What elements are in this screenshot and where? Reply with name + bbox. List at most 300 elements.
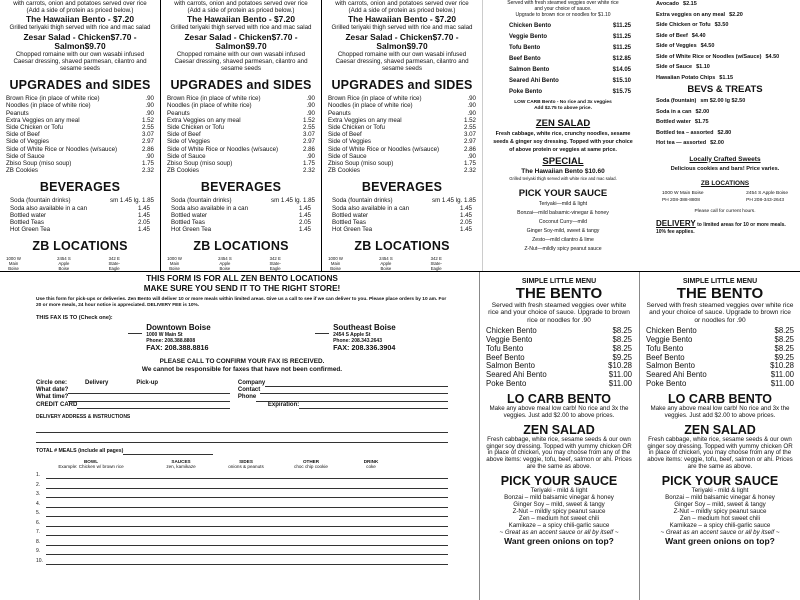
upgrades-heading: UPGRADES and SIDES bbox=[170, 78, 312, 93]
side-name: Side of Veggies bbox=[656, 43, 697, 49]
beverage-name: Hot Green Tea bbox=[332, 226, 373, 234]
zesar-salad-title: Zesar Salad - Chicken$7.70 - Salmon$9.70 bbox=[23, 31, 137, 51]
upgrade-name: Peanuts bbox=[6, 109, 29, 117]
beverage-name: Bottled water bbox=[10, 211, 47, 219]
upgrade-name: Noodles (in place of white rice) bbox=[328, 102, 413, 110]
order-row[interactable] bbox=[36, 489, 448, 499]
upgrade-name: Side of Sauce bbox=[6, 152, 45, 160]
side-name: Side of Beef bbox=[656, 32, 688, 39]
menu-intro-line: with carrots, onion and potatoes served over rice bbox=[174, 0, 308, 7]
fax-to-label: THIS FAX IS TO (Check one): bbox=[36, 315, 113, 321]
upgrade-price: .90 bbox=[145, 102, 154, 110]
locations-list bbox=[328, 256, 476, 271]
hawaiian-bento-desc: Grilled teriyaki thigh served with rice and mac salad bbox=[331, 24, 473, 32]
upgrade-price: 1.75 bbox=[141, 160, 154, 168]
simple-menu-2 bbox=[640, 272, 800, 600]
order-row-number: 9. bbox=[36, 548, 41, 555]
order-row-number: 6. bbox=[36, 519, 41, 526]
side-name: Extra veggies on any meal bbox=[656, 11, 726, 18]
col-sides bbox=[216, 459, 276, 470]
beverage-price: 1.45 bbox=[298, 204, 311, 212]
menu-panel-3 bbox=[322, 0, 482, 271]
row-divider bbox=[0, 271, 800, 272]
total-meals-field[interactable] bbox=[36, 448, 448, 455]
sauce-item: ~ Great as an accent sauce or all by itself ~ bbox=[499, 528, 619, 536]
zesar-salad-desc: Chopped romaine with our own wasabi infused Caesar dressing, shaved parmesan, cilantro and sesame seeds bbox=[13, 50, 147, 73]
upgrade-row bbox=[6, 153, 154, 160]
column-divider bbox=[160, 0, 161, 271]
location-phone: PH 208-388-8808 bbox=[662, 197, 700, 203]
special-desc: Grilled teriyaki thigh served with white rice and mac salad. bbox=[509, 175, 617, 181]
bev-row bbox=[656, 107, 794, 118]
menu-intro-line: (Add a side of protein as priced below.) bbox=[26, 7, 134, 15]
sauce-item: Z-Nut – mildly spicy peanut sauce bbox=[673, 507, 767, 515]
upgrades-heading: UPGRADES and SIDES bbox=[9, 78, 151, 93]
store-checkbox[interactable] bbox=[315, 324, 329, 334]
order-row-number: 2. bbox=[36, 481, 41, 488]
upgrade-row bbox=[328, 146, 476, 153]
upgrade-price: 1.52 bbox=[302, 116, 315, 124]
call-hours-note: Please call for current hours. bbox=[694, 208, 756, 214]
bev-name: Soda (fountain) bbox=[656, 98, 697, 104]
delivery-option[interactable]: Delivery bbox=[85, 380, 109, 386]
sauce-item: Ginger Soy-mild, sweet & tangy bbox=[526, 227, 600, 234]
upgrade-name: Side of White Rice or Noodles (w/sauce) bbox=[167, 145, 279, 153]
order-row-line[interactable] bbox=[46, 535, 448, 536]
lo-carb-heading: LO CARB BENTO bbox=[668, 391, 772, 406]
upgrade-price: 2.86 bbox=[302, 145, 315, 153]
side-row bbox=[656, 20, 794, 31]
bento-name: Tofu Bento bbox=[646, 343, 684, 353]
beverage-name: Hot Green Tea bbox=[171, 226, 212, 234]
bento-price: $11.25 bbox=[612, 33, 631, 40]
locations-heading-right: ZB LOCATIONS bbox=[700, 179, 750, 187]
upgrade-price: .90 bbox=[467, 95, 476, 103]
low-carb-line: Add $2.75 to above price. bbox=[534, 105, 592, 111]
order-row[interactable] bbox=[36, 536, 448, 546]
form-instructions: Use this form for pick-ups or deliveries. Zen Bento will deliver 10 or more meals within limited areas. Give us a call to see if we can deliver to you. Please place orders by 10 am. For 20 or more meals, 24 hour notice is appreciated. DELIVERY FEE is 10%. bbox=[36, 297, 447, 308]
beverage-price: 2.05 bbox=[298, 219, 311, 227]
bev-row bbox=[656, 128, 794, 139]
order-row[interactable] bbox=[36, 517, 448, 527]
upgrade-row bbox=[328, 131, 476, 138]
delivery-heading-right: DELIVERY bbox=[656, 218, 696, 228]
upgrade-row bbox=[6, 167, 154, 174]
upgrade-row bbox=[167, 160, 315, 167]
form-title: THIS FORM IS FOR ALL ZEN BENTO LOCATIONS bbox=[146, 274, 338, 283]
upgrade-row bbox=[328, 160, 476, 167]
store-fax: FAX: 208.336.3904 bbox=[333, 343, 396, 352]
phone-field[interactable] bbox=[238, 394, 448, 401]
sauce-list bbox=[487, 200, 639, 254]
upgrade-name: Peanuts bbox=[328, 109, 351, 117]
order-row-line[interactable] bbox=[46, 516, 448, 517]
confirm-line: PLEASE CALL TO CONFIRM YOUR FAX IS RECEIVED. bbox=[159, 358, 325, 365]
side-price: $3.50 bbox=[714, 22, 729, 28]
side-price: $4.50 bbox=[700, 43, 715, 49]
col-sauces-title: SAUCES bbox=[171, 458, 191, 464]
bento-price: $8.25 bbox=[612, 343, 632, 353]
location-card bbox=[167, 256, 214, 271]
upgrade-row bbox=[6, 131, 154, 138]
upgrade-price: 2.55 bbox=[302, 124, 315, 132]
upgrade-price: .90 bbox=[145, 152, 154, 160]
order-row-line[interactable] bbox=[46, 545, 448, 546]
beverage-row bbox=[6, 226, 154, 233]
col-drink bbox=[346, 459, 396, 470]
time-field[interactable] bbox=[36, 394, 230, 401]
col-other bbox=[276, 459, 346, 470]
total-meals-label: TOTAL # MEALS (include all pages) bbox=[36, 447, 124, 454]
column-divider bbox=[321, 0, 322, 271]
location-card bbox=[6, 256, 53, 271]
beverage-price: 1.45 bbox=[459, 204, 472, 212]
bento-price-list bbox=[487, 21, 639, 98]
beverages-heading: BEVERAGES bbox=[200, 180, 282, 195]
menu-panel-1 bbox=[0, 0, 160, 271]
upgrade-row bbox=[167, 95, 315, 102]
upgrade-name: Noodles (in place of white rice) bbox=[6, 102, 91, 110]
upgrades-list bbox=[328, 95, 476, 174]
side-row bbox=[656, 0, 794, 10]
order-row-line[interactable] bbox=[46, 488, 448, 489]
simple-bento-list bbox=[646, 327, 794, 389]
col-bowl bbox=[36, 459, 146, 470]
col-drink-example: coke bbox=[366, 464, 376, 470]
date-field[interactable] bbox=[36, 387, 230, 394]
sauce-item: Ginger Soy – mild, sweet & tangy bbox=[674, 500, 766, 508]
order-row-line[interactable] bbox=[46, 564, 448, 565]
upgrade-name: Side of Beef bbox=[328, 131, 362, 139]
order-row-line[interactable] bbox=[46, 554, 448, 555]
location-card bbox=[429, 256, 476, 271]
store-address: 1000 W Main St bbox=[146, 332, 183, 338]
upgrade-row bbox=[6, 146, 154, 153]
location-card bbox=[217, 256, 264, 271]
lo-carb-desc: Make any above meal low carb! No rice and 3x the veggies. Just add $2.00 to above prices. bbox=[650, 404, 790, 419]
locations-heading: ZB LOCATIONS bbox=[354, 239, 450, 254]
beverage-name: Soda also available in a can bbox=[332, 204, 410, 212]
locations-heading: ZB LOCATIONS bbox=[32, 239, 128, 254]
beverage-price: 2.05 bbox=[137, 219, 150, 227]
order-row-number: 1. bbox=[36, 472, 41, 479]
address-line[interactable] bbox=[36, 421, 448, 433]
col-drink-title: DRINK bbox=[363, 458, 379, 464]
order-row[interactable] bbox=[36, 527, 448, 537]
bento-price: $11.25 bbox=[612, 44, 631, 51]
upgrade-row bbox=[328, 117, 476, 124]
order-row-line[interactable] bbox=[46, 507, 448, 508]
delivery-block bbox=[656, 220, 794, 236]
upgrade-price: .90 bbox=[467, 152, 476, 160]
upgrade-price: 1.52 bbox=[141, 116, 154, 124]
beverage-row bbox=[167, 226, 315, 233]
upgrade-price: 2.86 bbox=[141, 145, 154, 153]
the-bento-heading: THE BENTO bbox=[676, 285, 764, 302]
column-divider bbox=[639, 272, 640, 600]
upgrade-row bbox=[6, 124, 154, 131]
address-line[interactable] bbox=[36, 433, 448, 443]
bento-name: Veggie Bento bbox=[486, 335, 533, 345]
locations-heading: ZB LOCATIONS bbox=[193, 239, 289, 254]
bento-price: $12.85 bbox=[612, 55, 631, 62]
beverage-row bbox=[6, 219, 154, 226]
order-row-number: 5. bbox=[36, 510, 41, 517]
bento-price: $15.10 bbox=[612, 77, 631, 84]
store-phone: Phone: 208.343.2643 bbox=[333, 338, 382, 344]
upgrade-name: Side Chicken or Tofu bbox=[167, 124, 224, 132]
upgrade-name: Peanuts bbox=[167, 109, 190, 117]
upgrade-name: Side of White Rice or Noodles (w/sauce) bbox=[328, 145, 440, 153]
location-addr: 342 E State-Eagle bbox=[430, 256, 442, 271]
bento-name: Seared Ahi Bento bbox=[509, 77, 559, 84]
sides-list bbox=[656, 0, 794, 83]
location-card bbox=[328, 256, 375, 271]
zen-salad-desc: Fresh cabbage, white rice, sesame seeds & our own ginger soy dressing. Topped with yummy chicken OR in place of chicken, you may choose from any of the above items: veggie, tofu, beef, salmon or ahi. Prices are the same as above. bbox=[647, 435, 793, 471]
zen-salad-desc: Fresh cabbage, white rice, crunchy noodles, sesame seeds & ginger soy dressing. Topped with your choice of above protein or veggies at same price. bbox=[493, 130, 633, 153]
confirm-line: We cannot be responsible for faxes that have not been confirmed. bbox=[141, 365, 343, 373]
pick-sauce-heading: PICK YOUR SAUCE bbox=[500, 474, 618, 489]
upgrade-row bbox=[6, 117, 154, 124]
lo-carb-desc: Make any above meal low carb! No rice and 3x the veggies. Just add $2.00 to above prices. bbox=[489, 404, 629, 419]
locations-list bbox=[6, 256, 154, 271]
bento-row bbox=[487, 65, 639, 76]
hawaiian-bento-desc: Grilled teriyaki thigh served with rice and mac salad bbox=[9, 24, 151, 32]
upgrade-row bbox=[328, 167, 476, 174]
sauce-item: Bonzai—mild balsamic-vinegar & honey bbox=[517, 209, 609, 216]
sauce-item: ~ Great as an accent sauce or all by itself ~ bbox=[660, 528, 780, 536]
upgrade-row bbox=[167, 138, 315, 145]
simple-menu-title: SIMPLE LITTLE MENU bbox=[521, 278, 597, 285]
sauce-item: Bonzai – mild balsamic vinegar & honey bbox=[665, 494, 775, 502]
intro-line: Upgrade to brown rice or noodles for $1.10 bbox=[515, 12, 611, 19]
upgrade-row bbox=[6, 95, 154, 102]
upgrade-row bbox=[167, 131, 315, 138]
soda-label: Soda (fountain drinks) bbox=[332, 197, 393, 205]
zesar-salad-desc: Chopped romaine with our own wasabi infused Caesar dressing, shaved parmesan, cilantro and sesame seeds bbox=[174, 50, 308, 73]
bev-price: sm $2.00 lg $2.50 bbox=[700, 98, 746, 104]
upgrade-name: Noodles (in place of white rice) bbox=[167, 102, 252, 110]
zesar-salad-desc: Chopped romaine with our own wasabi infused Caesar dressing, shaved parmesan, cilantro and sesame seeds bbox=[335, 50, 469, 73]
zesar-salad-title: Zesar Salad - Chicken$7.70 - Salmon$9.70 bbox=[184, 31, 298, 51]
company-field[interactable] bbox=[238, 380, 448, 387]
order-right bbox=[238, 380, 448, 409]
location-addr: 2454 S Apple Boise bbox=[218, 256, 232, 271]
low-carb-line: LOW CARB Bento - No rice and 3x veggies bbox=[514, 99, 612, 105]
upgrade-price: .90 bbox=[306, 152, 315, 160]
beverage-row bbox=[167, 205, 315, 212]
bev-price: $2.00 bbox=[695, 108, 710, 115]
order-row[interactable] bbox=[36, 479, 448, 489]
upgrade-name: Zbiso Soup (miso soup) bbox=[167, 160, 233, 168]
credit-card-field[interactable] bbox=[36, 402, 230, 409]
beverage-price: 1.45 bbox=[137, 211, 150, 219]
upgrades-heading: UPGRADES and SIDES bbox=[331, 78, 473, 93]
sauce-item: Kamikaze – a spicy chili-garlic sauce bbox=[508, 521, 610, 529]
beverage-price: 1.45 bbox=[459, 226, 472, 234]
order-row-line[interactable] bbox=[46, 497, 448, 498]
beverage-name: Soda also available in a can bbox=[10, 204, 88, 212]
expiration-field[interactable] bbox=[238, 402, 448, 409]
bento-row bbox=[487, 21, 639, 32]
location-addr: 1000 W Main Boise bbox=[6, 256, 21, 271]
order-row[interactable] bbox=[36, 546, 448, 556]
beverage-name: Bottled Teas bbox=[171, 219, 205, 227]
beverage-row bbox=[328, 205, 476, 212]
bevs-treats-heading: BEVS & TREATS bbox=[687, 84, 763, 95]
bento-name: Chicken Bento bbox=[509, 22, 552, 29]
upgrade-price: 2.32 bbox=[141, 167, 154, 175]
contact-field[interactable] bbox=[238, 387, 448, 394]
sauce-item: Zen – medium hot sweet chili bbox=[679, 514, 761, 522]
upgrade-row bbox=[328, 95, 476, 102]
phone-label: Phone bbox=[237, 394, 257, 401]
order-row-line[interactable] bbox=[46, 526, 448, 527]
order-row-line[interactable] bbox=[46, 478, 448, 479]
upgrade-row bbox=[167, 110, 315, 117]
bento-name: Seared Ahi Bento bbox=[486, 370, 547, 380]
upgrade-row bbox=[328, 124, 476, 131]
bento-name: Poke Bento bbox=[509, 88, 543, 95]
location-address: 2454 S Apple Boise bbox=[746, 190, 788, 196]
beverage-name: Hot Green Tea bbox=[10, 226, 51, 234]
column-divider bbox=[482, 0, 483, 271]
menu-panel-2 bbox=[161, 0, 321, 271]
bento-row bbox=[487, 87, 639, 98]
special-item: The Hawaiian Bento $10.60 bbox=[521, 167, 605, 175]
location-addr: 1000 W Main Boise bbox=[328, 256, 343, 271]
bento-price: $10.28 bbox=[770, 361, 794, 371]
side-price: $2.20 bbox=[729, 11, 743, 18]
bento-name: Salmon Bento bbox=[646, 361, 695, 371]
upgrade-name: Side of Sauce bbox=[328, 152, 367, 160]
beverage-name: Bottled water bbox=[171, 211, 208, 219]
bento-price: $8.25 bbox=[612, 326, 632, 336]
side-price: $1.15 bbox=[719, 74, 734, 81]
locations-row bbox=[656, 190, 794, 204]
soda-row bbox=[6, 197, 154, 204]
upgrade-price: 1.75 bbox=[463, 160, 476, 168]
menu-intro-line: (Add a side of protein as priced below.) bbox=[348, 7, 456, 15]
upgrades-list bbox=[167, 95, 315, 174]
store-fax: FAX: 208.388.8816 bbox=[146, 343, 209, 352]
the-bento-heading: THE BENTO bbox=[515, 285, 603, 302]
upgrade-row bbox=[167, 102, 315, 109]
location-address: 1000 W Main Boise bbox=[662, 190, 704, 196]
side-name: Hawaiian Potato Chips bbox=[656, 74, 716, 81]
bev-price: $2.00 bbox=[710, 140, 724, 146]
store-options bbox=[36, 324, 448, 352]
upgrade-row bbox=[6, 138, 154, 145]
bento-price: $11.00 bbox=[770, 379, 794, 388]
bento-name: Poke Bento bbox=[486, 379, 527, 388]
confirm-box bbox=[36, 358, 448, 373]
col-other-title: OTHER bbox=[302, 458, 320, 464]
simple-sauce-list bbox=[646, 488, 794, 536]
date-label: What date? bbox=[36, 387, 69, 394]
bev-name: Hot tea — assorted bbox=[656, 140, 707, 146]
bento-price: $8.25 bbox=[774, 343, 794, 353]
circle-row bbox=[36, 380, 230, 387]
bento-row bbox=[487, 43, 639, 54]
pick-sauce-heading: PICK YOUR SAUCE bbox=[518, 187, 608, 199]
sauce-item: Teriyaki - mild & light bbox=[691, 487, 749, 495]
location-addr: 342 E State-Eagle bbox=[108, 256, 120, 271]
bento-row bbox=[486, 380, 632, 389]
order-row[interactable] bbox=[36, 508, 448, 518]
bento-name: Salmon Bento bbox=[509, 66, 550, 73]
bento-name: Veggie Bento bbox=[646, 335, 693, 345]
beverage-name: Bottled Teas bbox=[332, 219, 366, 227]
expiration-label: Expiration: bbox=[267, 401, 300, 408]
order-rows bbox=[36, 470, 448, 565]
upgrade-name: Side of Beef bbox=[6, 131, 40, 139]
bev-name: Bottled water bbox=[656, 119, 691, 125]
beverage-row bbox=[167, 219, 315, 226]
bev-row bbox=[656, 138, 794, 149]
menu-intro-line: (Add a side of protein as priced below.) bbox=[187, 7, 295, 15]
upgrade-name: Side of Veggies bbox=[328, 138, 372, 146]
sauce-item: Zesto—mild cilantro & lime bbox=[532, 236, 594, 243]
bento-name: Chicken Bento bbox=[486, 326, 537, 336]
menu-intro bbox=[487, 0, 639, 19]
col-sides-example: onions & peanuts bbox=[228, 464, 264, 470]
col-bowl-title: BOWL bbox=[83, 458, 99, 464]
beverage-name: Bottled water bbox=[332, 211, 369, 219]
soda-price: sm 1.45 lg. 1.85 bbox=[270, 197, 315, 205]
time-label: What time? bbox=[36, 394, 69, 401]
upgrade-price: 2.55 bbox=[141, 124, 154, 132]
side-row bbox=[656, 52, 794, 63]
upgrade-row bbox=[167, 117, 315, 124]
store-checkbox[interactable] bbox=[128, 324, 142, 334]
upgrade-price: 2.32 bbox=[302, 167, 315, 175]
order-row[interactable] bbox=[36, 498, 448, 508]
sauce-item: Z-Nut—mildly spicy peanut sauce bbox=[524, 245, 602, 252]
beverage-name: Bottled Teas bbox=[10, 219, 44, 227]
order-row[interactable] bbox=[36, 555, 448, 565]
bento-name: Chicken Bento bbox=[646, 326, 697, 336]
upgrade-row bbox=[167, 146, 315, 153]
bento-name: Beef Bento bbox=[509, 55, 541, 62]
location-phone: PH 208-343-2643 bbox=[746, 197, 784, 203]
beverage-price: 1.45 bbox=[298, 226, 311, 234]
order-row-number: 8. bbox=[36, 538, 41, 545]
sauce-item: Ginger Soy – mild, sweet & tangy bbox=[513, 500, 605, 508]
beverages-list bbox=[167, 205, 315, 234]
sauce-item: Kamikaze – a spicy chili-garlic sauce bbox=[669, 521, 771, 529]
store-downtown[interactable] bbox=[128, 324, 210, 352]
low-carb-note bbox=[487, 100, 639, 112]
store-southeast[interactable] bbox=[315, 324, 396, 352]
bento-price: $15.75 bbox=[612, 88, 631, 95]
order-row[interactable] bbox=[36, 470, 448, 480]
bento-name: Veggie Bento bbox=[509, 33, 548, 40]
order-row-number: 10. bbox=[36, 557, 43, 564]
bento-price: $11.00 bbox=[608, 379, 632, 388]
upgrade-price: 3.07 bbox=[141, 131, 154, 139]
beverage-row bbox=[328, 219, 476, 226]
pickup-option[interactable]: Pick-up bbox=[136, 380, 159, 386]
upgrade-row bbox=[6, 160, 154, 167]
upgrade-row bbox=[167, 153, 315, 160]
beverage-price: 1.45 bbox=[137, 226, 150, 234]
order-row-number: 3. bbox=[36, 491, 41, 498]
col-sauces bbox=[146, 459, 216, 470]
sauce-item: Teriyaki - mild & light bbox=[530, 487, 588, 495]
upgrade-row bbox=[6, 110, 154, 117]
contact-label: Contact bbox=[237, 387, 261, 394]
